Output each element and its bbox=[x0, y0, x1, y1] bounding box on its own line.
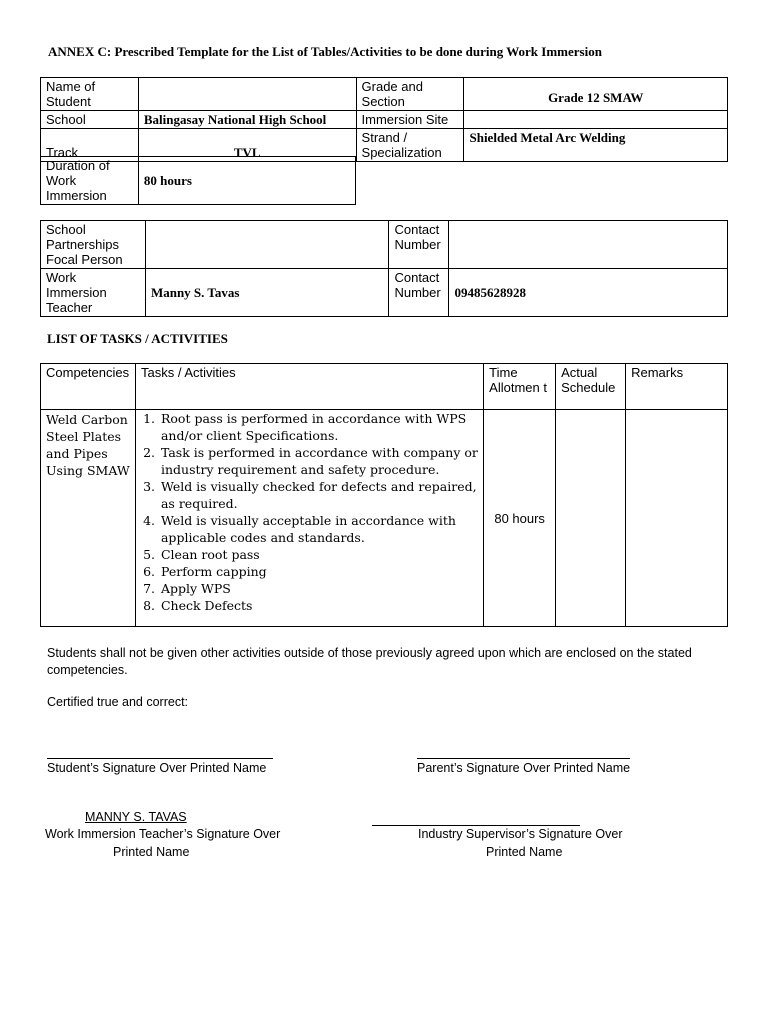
focal-person-label: School Partnerships Focal Person bbox=[41, 221, 146, 269]
task-item: 7. Apply WPS bbox=[159, 580, 478, 597]
contact-number-value[interactable] bbox=[449, 221, 728, 269]
strand-value: Shielded Metal Arc Welding bbox=[464, 129, 728, 162]
actual-schedule-cell[interactable] bbox=[556, 410, 626, 627]
strand-label: Strand / Specialization bbox=[356, 129, 464, 162]
teacher-contact-value: 09485628928 bbox=[449, 269, 728, 317]
certified-text: Certified true and correct: bbox=[47, 695, 189, 709]
school-label: School bbox=[41, 111, 139, 129]
header-competencies: Competencies bbox=[41, 364, 136, 410]
parent-signature-line[interactable] bbox=[417, 758, 630, 759]
teacher-printed-name: MANNY S. TAVAS bbox=[85, 810, 187, 824]
student-signature-label: Student’s Signature Over Printed Name bbox=[47, 761, 267, 775]
duration-table bbox=[40, 156, 356, 205]
tasks-list bbox=[141, 410, 478, 614]
task-item: 8. Check Defects bbox=[159, 597, 478, 614]
duration-label: Duration of Work Immersion bbox=[41, 157, 139, 205]
teacher-value: Manny S. Tavas bbox=[145, 269, 389, 317]
grade-value: Grade 12 SMAW bbox=[464, 78, 728, 111]
remarks-cell[interactable] bbox=[626, 410, 728, 627]
supervisor-signature-line[interactable] bbox=[372, 825, 580, 826]
note-text: Students shall not be given other activities outside of those previously agreed upon which are enclosed on the stated competencies. bbox=[47, 646, 692, 677]
competency-cell: Weld Carbon Steel Plates and Pipes Using SMAW bbox=[41, 410, 136, 627]
teacher-signature-label: Work Immersion Teacher’s Signature Over bbox=[45, 827, 281, 841]
contact-number-label: Contact Number bbox=[389, 221, 449, 269]
name-value[interactable] bbox=[138, 78, 356, 111]
supervisor-signature-label: Industry Supervisor’s Signature Over bbox=[418, 827, 623, 841]
header-time-allotment: Time Allotmen t bbox=[484, 364, 556, 410]
site-label: Immersion Site bbox=[356, 111, 464, 129]
page-title: ANNEX C: Prescribed Template for the List of Tables/Activities to be done during Work Immersion bbox=[48, 44, 602, 59]
contact-table bbox=[40, 220, 728, 317]
task-item: 6. Perform capping bbox=[159, 563, 478, 580]
header-remarks: Remarks bbox=[626, 364, 728, 410]
header-tasks: Tasks / Activities bbox=[135, 364, 483, 410]
header-actual-schedule: Actual Schedule bbox=[556, 364, 626, 410]
supervisor-signature-label-2: Printed Name bbox=[486, 845, 563, 859]
duration-value: 80 hours bbox=[138, 157, 355, 205]
student-signature-line[interactable] bbox=[47, 758, 273, 759]
teacher-label: Work Immersion Teacher bbox=[41, 269, 146, 317]
grade-label: Grade and Section bbox=[356, 78, 464, 111]
teacher-contact-label: Contact Number bbox=[389, 269, 449, 317]
name-label: Name of Student bbox=[41, 78, 139, 111]
tasks-table bbox=[40, 363, 728, 627]
parent-signature-label: Parent’s Signature Over Printed Name bbox=[417, 761, 631, 775]
track-value: TVL bbox=[138, 129, 356, 162]
focal-person-value[interactable] bbox=[145, 221, 389, 269]
school-value: Balingasay National High School bbox=[138, 111, 356, 129]
task-item: 1. Root pass is performed in accordance with WPS and/or client Specifications. bbox=[159, 410, 478, 444]
tasks-heading: LIST OF TASKS / ACTIVITIES bbox=[47, 331, 228, 346]
task-item: 2. Task is performed in accordance with company or industry requirement and safety procedure. bbox=[159, 444, 478, 478]
time-allotment-cell: 80 hours bbox=[484, 410, 556, 627]
site-value[interactable] bbox=[464, 111, 728, 129]
task-item: 3. Weld is visually checked for defects and repaired, as required. bbox=[159, 478, 478, 512]
track-label: Track bbox=[41, 129, 139, 162]
task-item: 5. Clean root pass bbox=[159, 546, 478, 563]
student-info-table bbox=[40, 77, 728, 162]
task-item: 4. Weld is visually acceptable in accordance with applicable codes and standards. bbox=[159, 512, 478, 546]
tasks-cell bbox=[135, 410, 483, 627]
teacher-signature-label-2: Printed Name bbox=[113, 845, 190, 859]
